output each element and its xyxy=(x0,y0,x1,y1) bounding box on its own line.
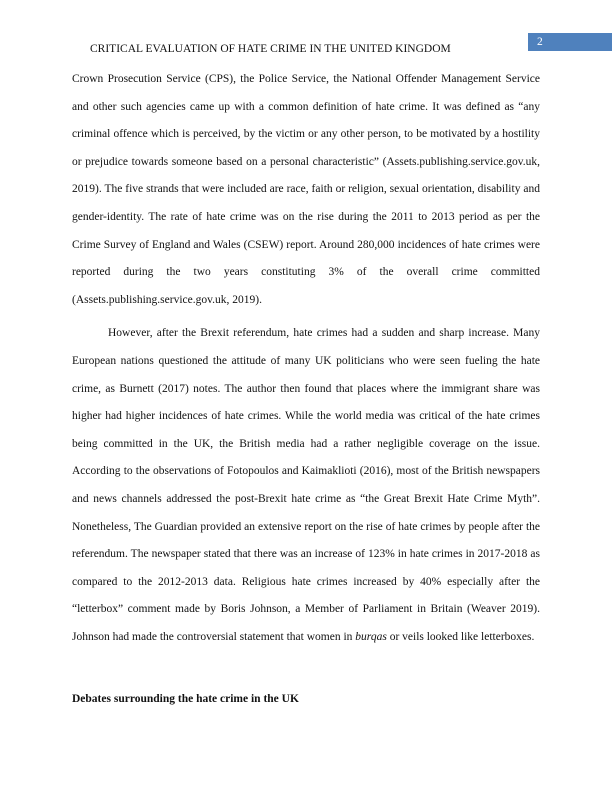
document-body xyxy=(72,66,540,651)
paragraph-2-italic: burqas xyxy=(355,630,387,643)
paragraph-2-main: However, after the Brexit referendum, hate crimes had a sudden and sharp increase. Many European nations questioned the attitude of many UK politicians who were seen fueling the hate crime, as Burnett (2017) notes. The author then found that places where the immigrant share was higher had higher incidences of hate crimes. While the world media was critical of the hate crimes being committed in the UK, the British media had a rather negligible coverage on the issue. According to the observations of Fotopoulos and Kaimaklioti (2016), most of the British newspapers and news channels addressed the post-Brexit hate crime as “the Great Brexit Hate Crime Myth”. Nonetheless, The Guardian provided an extensive report on the rise of hate crimes by people after the referendum. The newspaper stated that there was an increase of 123% in hate crimes in 2017-2018 as compared to the 2012-2013 data. Religious hate crimes increased by 40% especially after the “letterbox” comment made by Boris Johnson, a Member of Parliament in Britain (Weaver 2019). Johnson had made the controversial statement that women in xyxy=(72,327,540,643)
page-number: 2 xyxy=(537,36,543,48)
page-number-box xyxy=(528,33,612,51)
paragraph-1: Crown Prosecution Service (CPS), the Police Service, the National Offender Management Service and other such agencies came up with a common definition of hate crime. It was defined as “any criminal offence which is perceived, by the victim or any other person, to be motivated by a hostility or prejudice towards someone based on a personal characteristic” (Assets.publishing.service.gov.uk, 2019). The five strands that were included are race, faith or religion, sexual orientation, disability and gender-identity. The rate of hate crime was on the rise during the 2011 to 2013 period as per the Crime Survey of England and Wales (CSEW) report. Around 280,000 incidences of hate crimes were reported during the two years constituting 3% of the overall crime committed (Assets.publishing.service.gov.uk, 2019). xyxy=(72,73,540,306)
paragraph-2 xyxy=(72,320,540,651)
paragraph-2-end: or veils looked like letterboxes. xyxy=(389,630,535,643)
running-head: CRITICAL EVALUATION OF HATE CRIME IN THE UNITED KINGDOM xyxy=(90,43,451,55)
section-heading: Debates surrounding the hate crime in the UK xyxy=(72,693,299,705)
